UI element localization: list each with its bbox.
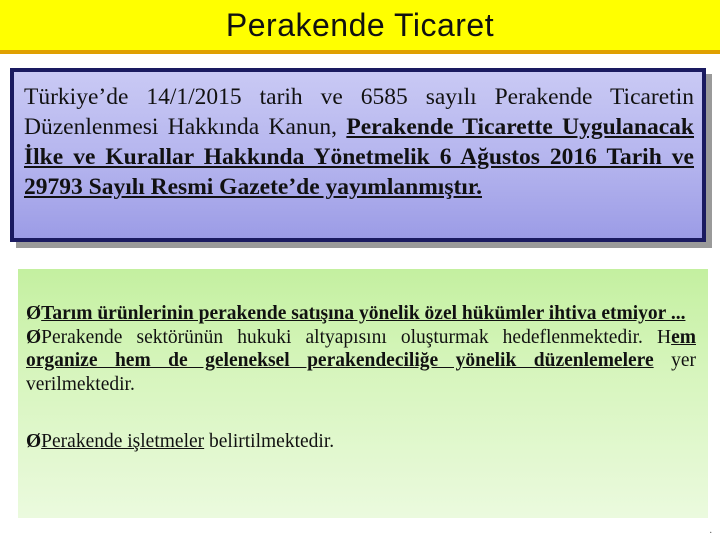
title-bar bbox=[0, 0, 720, 54]
bullet-item-3 bbox=[26, 430, 696, 454]
bullet-item-1 bbox=[26, 302, 696, 326]
bullet-text-3-tail: belirtilmektedir. bbox=[204, 431, 335, 452]
intro-text-plain: Türkiye’de 14/1/2015 tarih ve 6585 sayılı Perakende Ticaretin Düzenlenmesi Hakkında Kanun, bbox=[24, 84, 694, 140]
spacer bbox=[26, 396, 696, 430]
bullet-text-3-underlined: Perakende işletmeler bbox=[41, 431, 205, 452]
bullet-item-2 bbox=[26, 326, 696, 397]
intro-paragraph bbox=[24, 82, 694, 202]
bullet-text-1: Tarım ürünlerinin perakende satışına yönelik özel hükümler ihtiva etmiyor ... bbox=[41, 303, 686, 324]
page-mark: . bbox=[709, 525, 712, 536]
arrow-bullet-icon: Ø bbox=[26, 326, 42, 348]
arrow-bullet-icon: Ø bbox=[26, 431, 42, 452]
bullet-text-2-underlined: em organize hem de geleneksel perakendeciliğe yönelik düzenlemelere bbox=[26, 326, 696, 371]
intro-text-underlined: Perakende Ticarette Uygulanacak İlke ve Kurallar Hakkında Yönetmelik 6 Ağustos 2016 Tarih ve 29793 Sayılı Resmi Gazete’de yayımlanmıştır. bbox=[24, 114, 695, 200]
intro-box bbox=[10, 68, 706, 242]
bullet-list bbox=[26, 302, 696, 454]
slide-title: Perakende Ticaret bbox=[225, 6, 495, 43]
bullet-box bbox=[18, 269, 708, 518]
bullet-text-2: Perakende sektörünün hukuki altyapısını oluşturmak hedeflenmektedir. H bbox=[41, 326, 672, 348]
bullet-text-2-tail: yer verilmektedir. bbox=[26, 350, 696, 395]
arrow-bullet-icon: Ø bbox=[26, 303, 42, 324]
